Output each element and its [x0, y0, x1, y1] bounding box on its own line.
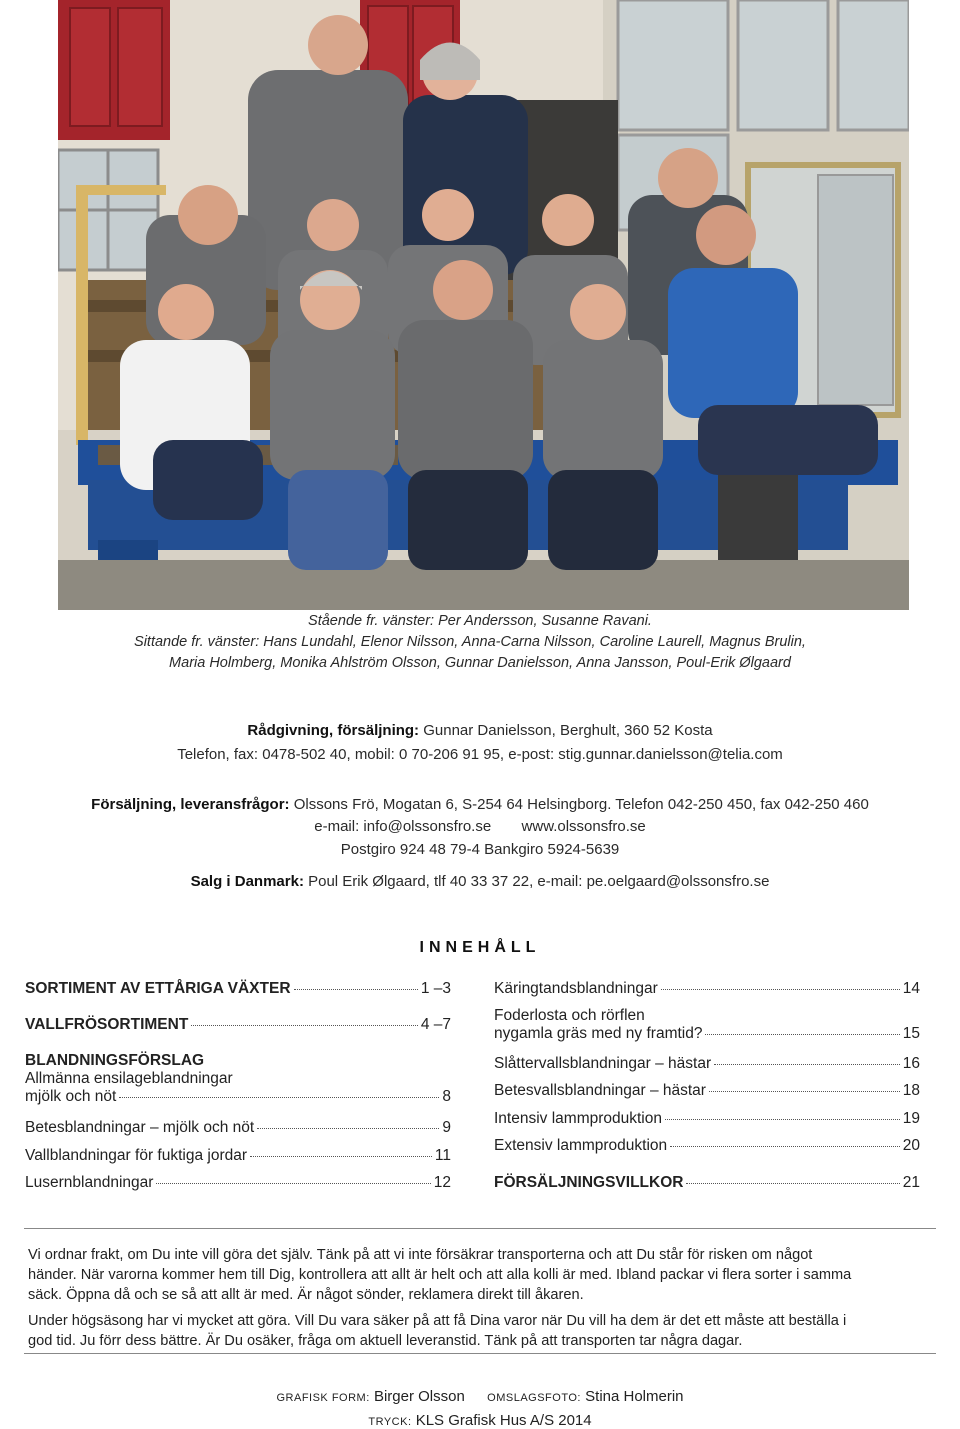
design-name: Birger Olsson: [373, 1388, 465, 1405]
contents-right-column: [494, 980, 920, 1200]
sales-contact: [0, 796, 960, 813]
toc-entry[interactable]: VALLFRÖSORTIMENT 4 –7: [25, 1016, 451, 1033]
terms-notes: [24, 1228, 936, 1354]
delivery-note: Vi ordnar frakt, om Du inte vill göra det själv. Tänk på att vi inte försäkrar transporterna och att Du står för risken om något händer. När varorna kommer hem till Dig, kontrollera att allt är helt och att alla kolli är med. Ibland packar vi flera sorter i samma säck. Öppna då och se så att allt är med. Är något sönder, reklamera direkt till åkaren.: [28, 1247, 852, 1303]
group-photo: [58, 0, 909, 610]
denmark-text: Poul Erik Ølgaard, tlf 40 33 37 22, e-mail: pe.oelgaard@olssonsfro.se: [308, 873, 770, 890]
toc-entry[interactable]: Slåttervallsblandningar – hästar 16: [494, 1055, 920, 1072]
print-credit: [0, 1412, 960, 1429]
caption-line: Stående fr. vänster: Per Andersson, Susanne Ravani.: [308, 613, 652, 629]
toc-entry[interactable]: SORTIMENT AV ETTÅRIGA VÄXTER 1 –3: [25, 980, 451, 997]
toc-entry[interactable]: Foderlosta och rörflen nygamla gräs med ny framtid? 15: [494, 1007, 920, 1042]
sales-email[interactable]: e-mail: info@olssonsfro.se: [314, 818, 492, 835]
design-label: GRAFISK FORM:: [276, 1392, 370, 1404]
print-label: TRYCK:: [368, 1416, 412, 1428]
denmark-contact: [0, 873, 960, 890]
toc-entry[interactable]: BLANDNINGSFÖRSLAG Allmänna ensilageblandningar mjölk och nöt 8: [25, 1052, 451, 1105]
toc-entry[interactable]: Intensiv lammproduktion 19: [494, 1110, 920, 1127]
toc-entry[interactable]: Lusernblandningar 12: [25, 1174, 451, 1191]
cover-name: Stina Holmerin: [585, 1388, 684, 1405]
advice-contact: [0, 722, 960, 739]
denmark-label: Salg i Danmark:: [190, 873, 304, 890]
advice-label: Rådgivning, försäljning:: [247, 722, 420, 739]
contents-heading: INNEHÅLL: [419, 939, 541, 956]
toc-entry[interactable]: FÖRSÄLJNINGSVILLKOR 21: [494, 1174, 920, 1191]
sales-online: [0, 818, 960, 835]
sales-text: Olssons Frö, Mogatan 6, S-254 64 Helsingborg. Telefon 042-250 450, fax 042-250 460: [293, 796, 869, 813]
sales-giro: Postgiro 924 48 79-4 Bankgiro 5924-5639: [340, 841, 620, 858]
toc-entry[interactable]: Extensiv lammproduktion 20: [494, 1137, 920, 1154]
cover-label: OMSLAGSFOTO:: [487, 1392, 581, 1404]
toc-entry[interactable]: Käringtandsblandningar 14: [494, 980, 920, 997]
caption-line: Sittande fr. vänster: Hans Lundahl, Elenor Nilsson, Anna-Carna Nilsson, Caroline Laurell, Magnus Brulin,: [134, 634, 806, 650]
ordering-note: Under högsäsong har vi mycket att göra. Vill Du vara säker på att få Dina varor när Du vill ha dem är det ett måste att beställa i god tid. Ju förr dess bättre. Är Du osäker, fråga om aktuell leveranstid. Tänk på att transporten tar några dagar.: [28, 1313, 847, 1349]
sales-web[interactable]: www.olssonsfro.se: [521, 818, 646, 835]
credits-line: [0, 1388, 960, 1405]
print-name: KLS Grafisk Hus A/S 2014: [415, 1412, 592, 1429]
caption-line: Maria Holmberg, Monika Ahlström Olsson, Gunnar Danielsson, Anna Jansson, Poul-Erik Ølgaard: [169, 655, 791, 671]
toc-entry[interactable]: Vallblandningar för fuktiga jordar 11: [25, 1147, 451, 1164]
contents-left-column: [25, 980, 451, 1200]
sales-label: Försäljning, leveransfrågor:: [91, 796, 290, 813]
toc-entry[interactable]: Betesblandningar – mjölk och nöt 9: [25, 1119, 451, 1136]
advice-phone: Telefon, fax: 0478-502 40, mobil: 0 70-206 91 95, e-post: stig.gunnar.danielsson@telia.com: [177, 746, 783, 763]
toc-entry[interactable]: Betesvallsblandningar – hästar 18: [494, 1082, 920, 1099]
advice-text: Gunnar Danielsson, Berghult, 360 52 Kosta: [423, 722, 713, 739]
